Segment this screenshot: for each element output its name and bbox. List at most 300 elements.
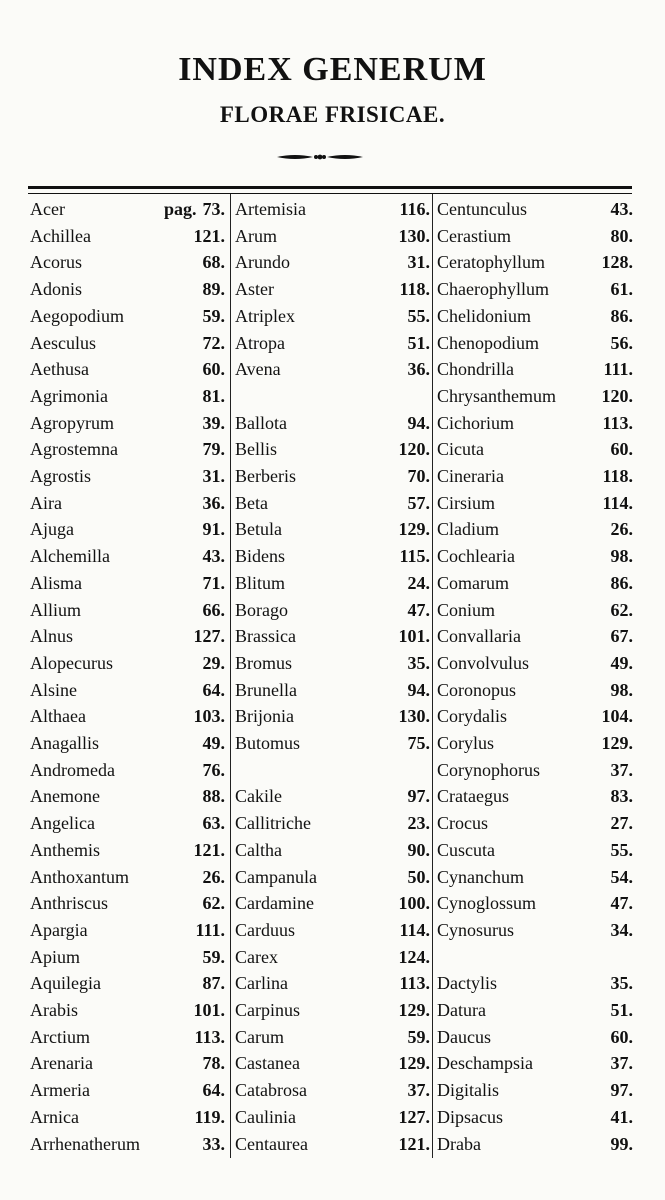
page-ref	[408, 597, 431, 623]
page-ref	[611, 757, 634, 783]
genus-name: Cochlearia	[437, 546, 515, 567]
genus-name: Coronopus	[437, 679, 517, 700]
genus-name: Agrostemna	[30, 439, 118, 460]
index-entry	[437, 330, 633, 356]
page-number: 97.	[610, 1080, 633, 1101]
genus-name: Berberis	[235, 466, 296, 486]
genus-name: Arrhenatherum	[30, 1133, 140, 1154]
index-entry	[235, 356, 430, 382]
genus-name: Alsine	[30, 679, 77, 700]
page-number: 127.	[193, 626, 225, 647]
genus-name: Apium	[30, 946, 81, 967]
page-number: 67.	[610, 626, 633, 647]
genus-name: Carpinus	[235, 1000, 300, 1020]
page-number: 99.	[610, 1133, 633, 1154]
index-entry	[437, 757, 633, 783]
page-number: 81.	[202, 385, 225, 406]
page-ref	[602, 249, 634, 275]
page-number: 98.	[610, 546, 633, 567]
index-entry	[30, 276, 225, 302]
index-entry	[30, 410, 225, 436]
genus-name: Andromeda	[30, 759, 115, 780]
page-number: 113.	[602, 412, 633, 433]
page-title: INDEX GENERUM	[178, 51, 487, 88]
page-number: 103.	[193, 706, 225, 727]
page-ref	[611, 1131, 634, 1157]
page-ref	[203, 650, 226, 676]
page-ref	[611, 677, 634, 703]
page-ref	[194, 1104, 225, 1130]
page-number: 91.	[202, 519, 225, 540]
index-entry	[235, 223, 430, 249]
page-ref	[399, 1104, 431, 1130]
page-number: 113.	[399, 973, 430, 994]
index-entry	[437, 490, 633, 516]
genus-name: Brassica	[235, 626, 296, 647]
genus-name: Caulinia	[235, 1106, 296, 1127]
index-entry	[235, 330, 430, 356]
genus-name: Cirsium	[437, 492, 496, 513]
genus-name: Cakile	[235, 786, 282, 807]
genus-name: Corydalis	[437, 706, 507, 727]
genus-name: Brijonia	[235, 706, 294, 727]
genus-name: Cichorium	[437, 412, 514, 433]
page-ref	[203, 944, 226, 970]
page-ref	[399, 623, 431, 649]
index-entry	[30, 970, 225, 996]
genus-name: Aquilegia	[30, 973, 101, 994]
index-entry	[235, 757, 430, 783]
genus-name: Convolvulus	[437, 652, 530, 673]
genus-name: Ajuga	[30, 519, 74, 540]
genus-name: Castanea	[235, 1053, 300, 1074]
index-entry	[437, 1024, 633, 1050]
page-number: 62.	[610, 599, 633, 620]
page-number: 35.	[407, 652, 430, 673]
page-ref	[203, 730, 226, 756]
page-number: 73.	[202, 199, 225, 219]
page-ref	[408, 330, 431, 356]
index-entry	[30, 757, 225, 783]
page-number: 37.	[610, 759, 633, 780]
genus-name: Cladium	[437, 519, 499, 540]
page-ref	[408, 410, 431, 436]
genus-name: Carex	[235, 946, 278, 967]
genus-name: Betula	[235, 519, 282, 540]
page-ref	[203, 890, 226, 916]
page-ref	[603, 356, 633, 382]
page-number: 101.	[193, 1000, 225, 1020]
genus-name: Carlina	[235, 973, 288, 994]
genus-name: Allium	[30, 599, 82, 620]
page-number: 64.	[202, 1080, 225, 1101]
index-entry	[235, 890, 430, 916]
genus-name: Anthoxantum	[30, 866, 129, 887]
page-ref	[408, 650, 431, 676]
page-ref	[203, 383, 226, 409]
index-entry	[437, 1077, 633, 1103]
page-number: 113.	[194, 1026, 225, 1047]
index-entry	[437, 1131, 633, 1157]
page-number: 49.	[202, 733, 225, 753]
page-number: 121.	[398, 1133, 430, 1154]
page-number: 115.	[399, 546, 430, 567]
genus-name: Chondrilla	[437, 359, 514, 380]
page-ref	[611, 997, 634, 1023]
page-number: 97.	[407, 786, 430, 807]
page-number: 119.	[194, 1106, 225, 1127]
genus-name: Butomus	[235, 733, 301, 753]
page-number: 114.	[602, 492, 633, 513]
page-number: 68.	[202, 252, 225, 273]
genus-name: Arabis	[30, 1000, 78, 1020]
page-number: 59.	[407, 1026, 430, 1047]
index-entry	[437, 917, 633, 943]
page-ref	[203, 677, 226, 703]
page-ref	[203, 543, 226, 569]
page-number: 55.	[407, 305, 430, 326]
index-entry	[30, 570, 225, 596]
genus-name: Centaurea	[235, 1133, 308, 1154]
genus-name: Dipsacus	[437, 1106, 503, 1127]
index-entry	[437, 810, 633, 836]
index-entry	[235, 703, 430, 729]
genus-name: Artemisia	[235, 199, 306, 219]
page-ref	[164, 196, 225, 222]
page-ref	[611, 1050, 634, 1076]
header-rule-thick	[28, 186, 632, 189]
page-number: 56.	[610, 332, 633, 353]
index-entry	[235, 1104, 430, 1130]
page-number: 118.	[399, 279, 430, 300]
page-number: 80.	[610, 225, 633, 246]
page-number: 100.	[398, 893, 430, 914]
page-ref	[203, 810, 226, 836]
genus-name: Callitriche	[235, 813, 311, 834]
page-ref	[602, 410, 633, 436]
genus-name: Bellis	[235, 439, 278, 460]
index-entry	[437, 703, 633, 729]
index-entry	[235, 837, 430, 863]
index-entry	[437, 436, 633, 462]
genus-name: Beta	[235, 492, 268, 513]
page-ref	[408, 810, 431, 836]
genus-name: Digitalis	[437, 1080, 499, 1101]
page-ref	[611, 837, 634, 863]
genus-name: Apargia	[30, 919, 88, 940]
page-ref	[611, 623, 634, 649]
genus-name: Cuscuta	[437, 839, 495, 860]
page-number: 120.	[398, 439, 430, 460]
page-ref	[203, 783, 226, 809]
index-column-3	[437, 196, 633, 1162]
page-number: 116.	[399, 199, 430, 219]
index-entry	[437, 890, 633, 916]
page-number: 37.	[407, 1080, 430, 1101]
page-number: 24.	[407, 572, 430, 593]
page-number: 128.	[601, 252, 633, 273]
index-entry	[235, 810, 430, 836]
page-ref	[408, 490, 431, 516]
page-number: 34.	[610, 919, 633, 940]
index-entry	[437, 623, 633, 649]
genus-name: Cineraria	[437, 466, 504, 486]
page-ref	[203, 516, 226, 542]
genus-name: Arenaria	[30, 1053, 93, 1074]
page-ref	[203, 1077, 226, 1103]
page-ref	[611, 650, 634, 676]
page-ref	[611, 570, 634, 596]
page-number: 121.	[193, 839, 225, 860]
index-entry	[30, 810, 225, 836]
page-number: 60.	[610, 439, 633, 460]
genus-name: Chaerophyllum	[437, 279, 549, 300]
genus-name: Anthemis	[30, 839, 100, 860]
page-ref	[203, 249, 226, 275]
page-ref	[399, 543, 430, 569]
page-ref	[195, 917, 225, 943]
page-number: 129.	[601, 733, 633, 753]
genus-name: Anagallis	[30, 733, 99, 753]
page-number: 76.	[202, 759, 225, 780]
genus-name: Deschampsia	[437, 1053, 533, 1074]
genus-name: Convallaria	[437, 626, 521, 647]
page-ref	[399, 944, 431, 970]
ornament-divider	[275, 150, 365, 164]
page-number: 31.	[407, 252, 430, 273]
genus-name: Anthriscus	[30, 893, 108, 914]
index-entry	[437, 463, 633, 489]
page-ref	[399, 970, 430, 996]
page-number: 43.	[202, 546, 225, 567]
page-ref	[408, 570, 431, 596]
genus-name: Aethusa	[30, 359, 89, 380]
index-entry	[235, 864, 430, 890]
index-entry	[235, 1024, 430, 1050]
page-number: 118.	[602, 466, 633, 486]
genus-name: Aira	[30, 492, 62, 513]
page-ref	[611, 543, 634, 569]
page-ref	[408, 864, 431, 890]
page-number: 90.	[407, 839, 430, 860]
page-ref	[611, 276, 634, 302]
index-entry	[437, 650, 633, 676]
page-number: 54.	[610, 866, 633, 887]
genus-name: Angelica	[30, 813, 95, 834]
page-ref	[399, 917, 430, 943]
index-entry	[235, 944, 430, 970]
index-entry	[30, 890, 225, 916]
index-entry	[437, 516, 633, 542]
genus-name: Aegopodium	[30, 305, 124, 326]
index-entry	[30, 490, 225, 516]
genus-name: Agrostis	[30, 466, 92, 486]
index-entry	[235, 677, 430, 703]
genus-name: Carduus	[235, 919, 295, 940]
page-ref	[602, 383, 634, 409]
index-entry	[30, 223, 225, 249]
page-number: 86.	[610, 305, 633, 326]
index-entry	[437, 1050, 633, 1076]
page-ref	[399, 196, 430, 222]
page-number: 37.	[610, 1053, 633, 1074]
genus-name: Aesculus	[30, 332, 96, 353]
page-number: 61.	[610, 279, 633, 300]
index-entry	[30, 703, 225, 729]
genus-name: Dactylis	[437, 973, 497, 994]
index-entry	[30, 650, 225, 676]
genus-name: Alchemilla	[30, 546, 110, 567]
index-entry	[437, 356, 633, 382]
page-ref	[203, 463, 226, 489]
page-number: 59.	[202, 305, 225, 326]
page-number: 101.	[398, 626, 430, 647]
page-ref	[611, 917, 634, 943]
page-number: 35.	[610, 973, 633, 994]
page-number: 41.	[610, 1106, 633, 1127]
genus-name: Armeria	[30, 1080, 90, 1101]
index-entry	[30, 383, 225, 409]
genus-name: Crataegus	[437, 786, 509, 807]
page-ref	[399, 1050, 431, 1076]
page-ref	[602, 703, 634, 729]
genus-name: Ballota	[235, 412, 287, 433]
index-entry	[235, 1077, 430, 1103]
genus-name: Cynanchum	[437, 866, 524, 887]
page-ref	[611, 223, 634, 249]
page-number: 129.	[398, 519, 430, 540]
index-entry	[437, 543, 633, 569]
page-number: 88.	[202, 786, 225, 807]
genus-name: Cynosurus	[437, 919, 515, 940]
page-number: 57.	[407, 492, 430, 513]
index-entry	[30, 730, 225, 756]
page-number: 72.	[202, 332, 225, 353]
index-entry	[30, 917, 225, 943]
page-ref	[399, 890, 431, 916]
page-ref	[408, 783, 431, 809]
page-ref	[602, 463, 633, 489]
page-ref	[408, 677, 431, 703]
genus-name: Datura	[437, 1000, 486, 1020]
index-entry	[437, 970, 633, 996]
page-ref	[399, 436, 431, 462]
index-entry	[437, 570, 633, 596]
page-number: 26.	[202, 866, 225, 887]
index-entry	[30, 1077, 225, 1103]
page-ref	[408, 249, 431, 275]
page-ref	[611, 597, 634, 623]
page-number: 89.	[202, 279, 225, 300]
index-entry	[235, 970, 430, 996]
genus-name: Crocus	[437, 813, 488, 834]
index-entry	[30, 330, 225, 356]
page-number: 47.	[610, 893, 633, 914]
page-number: 29.	[202, 652, 225, 673]
page-ref	[602, 730, 634, 756]
genus-name: Alopecurus	[30, 652, 113, 673]
page-ref	[611, 196, 634, 222]
index-entry	[30, 196, 225, 222]
genus-name: Corylus	[437, 733, 495, 753]
index-entry	[235, 1131, 430, 1157]
page-ref	[194, 837, 226, 863]
index-entry	[235, 1050, 430, 1076]
genus-name: Comarum	[437, 572, 509, 593]
index-column-1	[30, 196, 225, 1162]
index-entry	[30, 623, 225, 649]
genus-name: Centunculus	[437, 199, 527, 219]
page-number: 83.	[610, 786, 633, 807]
genus-name: Acorus	[30, 252, 82, 273]
page-number: 62.	[202, 893, 225, 914]
page-ref	[408, 837, 431, 863]
index-entry	[30, 249, 225, 275]
index-entry	[235, 650, 430, 676]
page-ref	[203, 410, 226, 436]
page-number: 104.	[601, 706, 633, 727]
genus-name: Avena	[235, 359, 281, 380]
genus-name: Alisma	[30, 572, 82, 593]
page-prefix: pag.	[163, 199, 197, 219]
index-entry	[437, 997, 633, 1023]
genus-name: Ceratophyllum	[437, 252, 545, 273]
page-number: 129.	[398, 1000, 430, 1020]
page-number: 39.	[202, 412, 225, 433]
index-entry	[235, 303, 430, 329]
index-entry	[30, 864, 225, 890]
index-entry	[437, 837, 633, 863]
page-number: 31.	[202, 466, 225, 486]
genus-name: Cardamine	[235, 893, 314, 914]
page-number: 33.	[202, 1133, 225, 1154]
index-entry	[437, 249, 633, 275]
index-entry	[437, 944, 633, 970]
genus-name: Chrysanthemum	[437, 385, 556, 406]
index-entry	[30, 303, 225, 329]
index-entry	[235, 249, 430, 275]
index-entry	[437, 410, 633, 436]
page-ref	[611, 810, 634, 836]
genus-name: Agropyrum	[30, 412, 114, 433]
page-number: 50.	[407, 866, 430, 887]
genus-name: Catabrosa	[235, 1080, 307, 1101]
index-entry	[235, 490, 430, 516]
page-ref	[611, 1077, 634, 1103]
page-number: 94.	[407, 412, 430, 433]
column-divider	[230, 194, 231, 1158]
page-ref	[408, 730, 431, 756]
page-number: 60.	[610, 1026, 633, 1047]
genus-name: Achillea	[30, 225, 91, 246]
genus-name: Cynoglossum	[437, 893, 537, 914]
index-entry	[437, 223, 633, 249]
page-number: 129.	[398, 1053, 430, 1074]
index-entry	[30, 436, 225, 462]
page-number: 66.	[202, 599, 225, 620]
page-ref	[611, 330, 634, 356]
index-entry	[437, 783, 633, 809]
page-number: 26.	[610, 519, 633, 540]
page-ref	[203, 276, 226, 302]
page-ref	[203, 303, 226, 329]
page-number: 60.	[202, 359, 225, 380]
page-number: 23.	[407, 813, 430, 834]
page-number: 63.	[202, 813, 225, 834]
page-ref	[399, 516, 431, 542]
genus-name: Althaea	[30, 706, 86, 727]
genus-name: Adonis	[30, 279, 83, 300]
